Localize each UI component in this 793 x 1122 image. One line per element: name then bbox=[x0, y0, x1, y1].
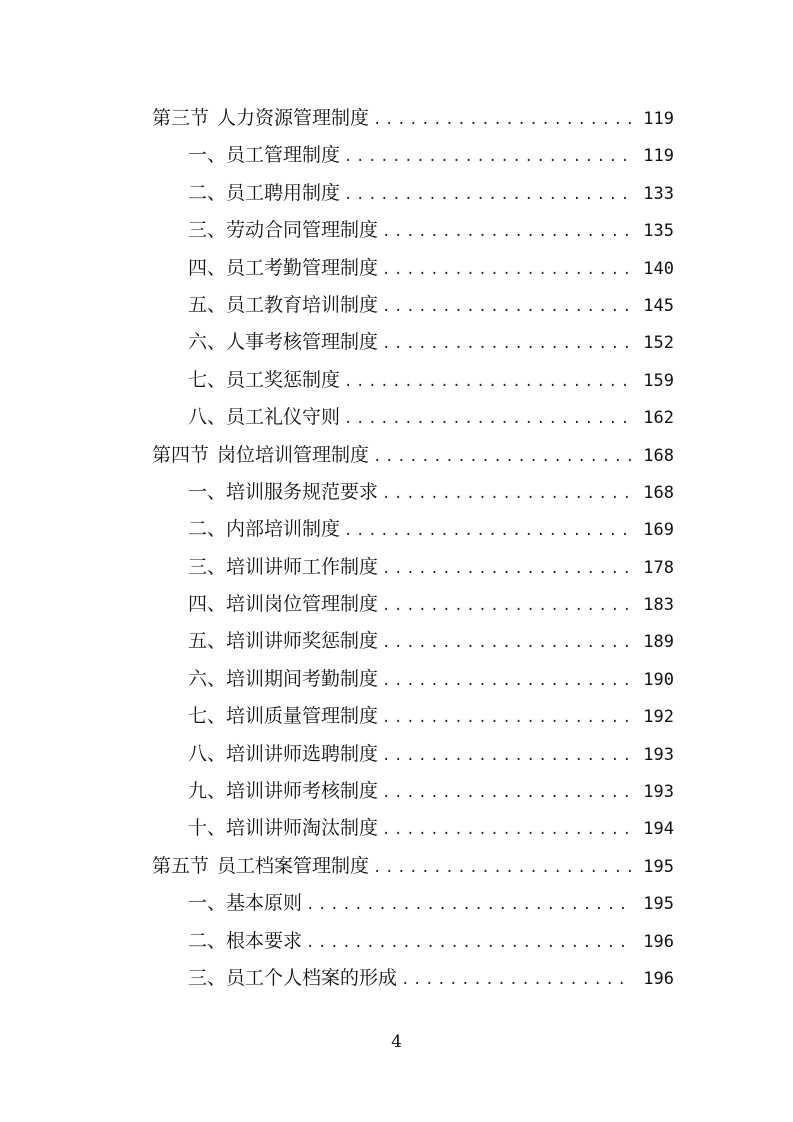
toc-dot-leader bbox=[401, 962, 632, 999]
toc-entry-text: 员工礼仪守则 bbox=[226, 406, 341, 429]
toc-page-number: 140 bbox=[643, 258, 674, 279]
toc-page-number: 168 bbox=[643, 482, 674, 503]
toc-subsection-entry[interactable] bbox=[152, 212, 674, 249]
toc-page-number: 193 bbox=[643, 744, 674, 765]
toc-subsection-entry[interactable] bbox=[152, 885, 674, 922]
toc-page-number: 196 bbox=[643, 968, 674, 989]
toc-dot-leader bbox=[373, 850, 632, 887]
toc-page-number: 162 bbox=[643, 408, 674, 429]
toc-subsection-entry[interactable] bbox=[152, 399, 674, 436]
toc-entry-number: 第四节 bbox=[152, 443, 210, 466]
toc-entry-text: 培训期间考勤制度 bbox=[226, 667, 379, 690]
toc-entry-title bbox=[188, 549, 382, 586]
toc-dot-leader bbox=[306, 887, 632, 924]
toc-dot-leader bbox=[382, 252, 632, 289]
toc-entry-text: 根本要求 bbox=[226, 929, 303, 952]
toc-entry-title bbox=[188, 698, 382, 735]
toc-entry-number: 十、 bbox=[188, 817, 227, 840]
toc-entry-title bbox=[188, 287, 382, 324]
toc-dot-leader bbox=[344, 177, 632, 214]
toc-page-number: 152 bbox=[643, 333, 674, 354]
toc-subsection-entry[interactable] bbox=[152, 623, 674, 660]
toc-entry-text: 人事考核管理制度 bbox=[226, 331, 379, 354]
toc-entry-number: 八、 bbox=[188, 406, 227, 429]
toc-entry-text: 培训讲师工作制度 bbox=[226, 555, 379, 578]
toc-subsection-entry[interactable] bbox=[152, 250, 674, 287]
toc-entry-number: 一、 bbox=[188, 144, 227, 167]
toc-entry-title bbox=[188, 736, 382, 773]
toc-page-number: 119 bbox=[643, 109, 674, 129]
toc-entry-number: 四、 bbox=[188, 256, 227, 279]
toc-entry-number: 五、 bbox=[188, 630, 227, 653]
toc-entry-title bbox=[188, 885, 306, 922]
toc-entry-text: 基本原则 bbox=[226, 892, 303, 915]
toc-dot-leader bbox=[344, 513, 632, 550]
toc-entry-text: 培训讲师淘汰制度 bbox=[226, 817, 379, 840]
toc-page-number: 168 bbox=[643, 445, 674, 466]
toc-dot-leader bbox=[382, 738, 632, 775]
toc-entry-title bbox=[152, 100, 373, 137]
toc-subsection-entry[interactable] bbox=[152, 362, 674, 399]
toc-entry-number: 四、 bbox=[188, 593, 227, 616]
toc-dot-leader bbox=[373, 439, 632, 476]
toc-page-number: 133 bbox=[643, 183, 674, 204]
toc-subsection-entry[interactable] bbox=[152, 810, 674, 847]
toc-entry-number: 七、 bbox=[188, 705, 227, 728]
toc-entry-text: 员工聘用制度 bbox=[226, 181, 341, 204]
toc-page-number: 159 bbox=[643, 370, 674, 391]
toc-entry-number: 一、 bbox=[188, 480, 227, 503]
toc-subsection-entry[interactable] bbox=[152, 960, 674, 997]
toc-entry-text: 培训讲师奖惩制度 bbox=[226, 630, 379, 653]
toc-entry-title bbox=[188, 773, 382, 810]
toc-entry-number: 五、 bbox=[188, 293, 227, 316]
toc-entry-number: 三、 bbox=[188, 966, 227, 989]
toc-entry-title bbox=[188, 623, 382, 660]
toc-entry-title bbox=[188, 511, 344, 548]
toc-entry-number: 三、 bbox=[188, 219, 227, 242]
toc-subsection-entry[interactable] bbox=[152, 698, 674, 735]
toc-dot-leader bbox=[382, 214, 632, 251]
toc-entry-number: 二、 bbox=[188, 929, 227, 952]
toc-dot-leader bbox=[382, 663, 632, 700]
toc-page-number: 194 bbox=[643, 819, 674, 840]
toc-entry-text: 培训讲师选聘制度 bbox=[226, 742, 379, 765]
toc-subsection-entry[interactable] bbox=[152, 511, 674, 548]
toc-entry-text: 劳动合同管理制度 bbox=[226, 219, 379, 242]
toc-entry-text: 员工教育培训制度 bbox=[226, 293, 379, 316]
toc-entry-title bbox=[188, 399, 344, 436]
toc-dot-leader bbox=[382, 326, 632, 363]
toc-entry-title bbox=[188, 810, 382, 847]
toc-entry-number: 一、 bbox=[188, 892, 227, 915]
toc-entry-number: 六、 bbox=[188, 331, 227, 354]
toc-entry-title bbox=[152, 437, 373, 474]
toc-entry-text: 培训服务规范要求 bbox=[226, 480, 379, 503]
toc-subsection-entry[interactable] bbox=[152, 736, 674, 773]
toc-page-number: 195 bbox=[643, 894, 674, 915]
toc-dot-leader bbox=[382, 476, 632, 513]
toc-dot-leader bbox=[382, 625, 632, 662]
toc-page-number: 196 bbox=[643, 931, 674, 952]
toc-entry-title bbox=[188, 324, 382, 361]
toc-page-number: 193 bbox=[643, 782, 674, 803]
toc-section-entry[interactable] bbox=[152, 100, 674, 137]
table-of-contents bbox=[152, 100, 674, 997]
toc-entry-text: 员工奖惩制度 bbox=[226, 368, 341, 391]
toc-entry-title bbox=[188, 175, 344, 212]
toc-page-number: 195 bbox=[643, 856, 674, 877]
toc-dot-leader bbox=[382, 551, 632, 588]
toc-entry-title bbox=[188, 212, 382, 249]
toc-entry-text: 培训质量管理制度 bbox=[226, 705, 379, 728]
toc-section-entry[interactable] bbox=[152, 437, 674, 474]
toc-page-number: 190 bbox=[643, 669, 674, 690]
toc-entry-text: 员工管理制度 bbox=[226, 144, 341, 167]
toc-entry-text: 员工档案管理制度 bbox=[217, 854, 370, 877]
toc-section-entry[interactable] bbox=[152, 848, 674, 885]
toc-dot-leader bbox=[382, 289, 632, 326]
toc-subsection-entry[interactable] bbox=[152, 661, 674, 698]
toc-entry-number: 二、 bbox=[188, 181, 227, 204]
toc-entry-title bbox=[152, 848, 373, 885]
toc-page-number: 192 bbox=[643, 707, 674, 728]
toc-entry-title bbox=[188, 137, 344, 174]
page-number: 4 bbox=[391, 1032, 402, 1052]
toc-entry-number: 三、 bbox=[188, 555, 227, 578]
toc-entry-text: 岗位培训管理制度 bbox=[217, 443, 370, 466]
toc-dot-leader bbox=[382, 700, 632, 737]
toc-subsection-entry[interactable] bbox=[152, 137, 674, 174]
toc-dot-leader bbox=[373, 102, 632, 139]
toc-entry-text: 培训岗位管理制度 bbox=[226, 593, 379, 616]
toc-subsection-entry[interactable] bbox=[152, 474, 674, 511]
toc-entry-number: 八、 bbox=[188, 742, 227, 765]
toc-entry-number: 第五节 bbox=[152, 854, 210, 877]
toc-subsection-entry[interactable] bbox=[152, 324, 674, 361]
toc-entry-title bbox=[188, 250, 382, 287]
toc-page-number: 183 bbox=[643, 595, 674, 616]
toc-dot-leader bbox=[382, 588, 632, 625]
toc-subsection-entry[interactable] bbox=[152, 175, 674, 212]
toc-page-number: 169 bbox=[643, 520, 674, 541]
toc-entry-text: 培训讲师考核制度 bbox=[226, 780, 379, 803]
toc-dot-leader bbox=[382, 812, 632, 849]
toc-entry-title bbox=[188, 960, 401, 997]
toc-dot-leader bbox=[344, 401, 632, 438]
toc-entry-number: 二、 bbox=[188, 518, 227, 541]
toc-subsection-entry[interactable] bbox=[152, 586, 674, 623]
toc-subsection-entry[interactable] bbox=[152, 773, 674, 810]
toc-page-number: 145 bbox=[643, 295, 674, 316]
toc-entry-title bbox=[188, 362, 344, 399]
toc-page-number: 178 bbox=[643, 557, 674, 578]
toc-entry-text: 员工个人档案的形成 bbox=[226, 966, 398, 989]
toc-entry-title bbox=[188, 923, 306, 960]
toc-entry-text: 内部培训制度 bbox=[226, 518, 341, 541]
toc-entry-title bbox=[188, 474, 382, 511]
toc-entry-number: 七、 bbox=[188, 368, 227, 391]
toc-entry-text: 员工考勤管理制度 bbox=[226, 256, 379, 279]
toc-entry-title bbox=[188, 661, 382, 698]
toc-dot-leader bbox=[344, 139, 632, 176]
toc-page-number: 189 bbox=[643, 632, 674, 653]
toc-entry-number: 第三节 bbox=[152, 107, 210, 129]
toc-dot-leader bbox=[344, 364, 632, 401]
toc-subsection-entry[interactable] bbox=[152, 549, 674, 586]
toc-entry-text: 人力资源管理制度 bbox=[217, 107, 370, 129]
toc-page-number: 135 bbox=[643, 221, 674, 242]
toc-dot-leader bbox=[306, 925, 632, 962]
toc-entry-number: 六、 bbox=[188, 667, 227, 690]
toc-subsection-entry[interactable] bbox=[152, 923, 674, 960]
toc-page-number: 119 bbox=[643, 146, 674, 167]
toc-entry-number: 九、 bbox=[188, 780, 227, 803]
toc-dot-leader bbox=[382, 775, 632, 812]
toc-entry-title bbox=[188, 586, 382, 623]
toc-subsection-entry[interactable] bbox=[152, 287, 674, 324]
